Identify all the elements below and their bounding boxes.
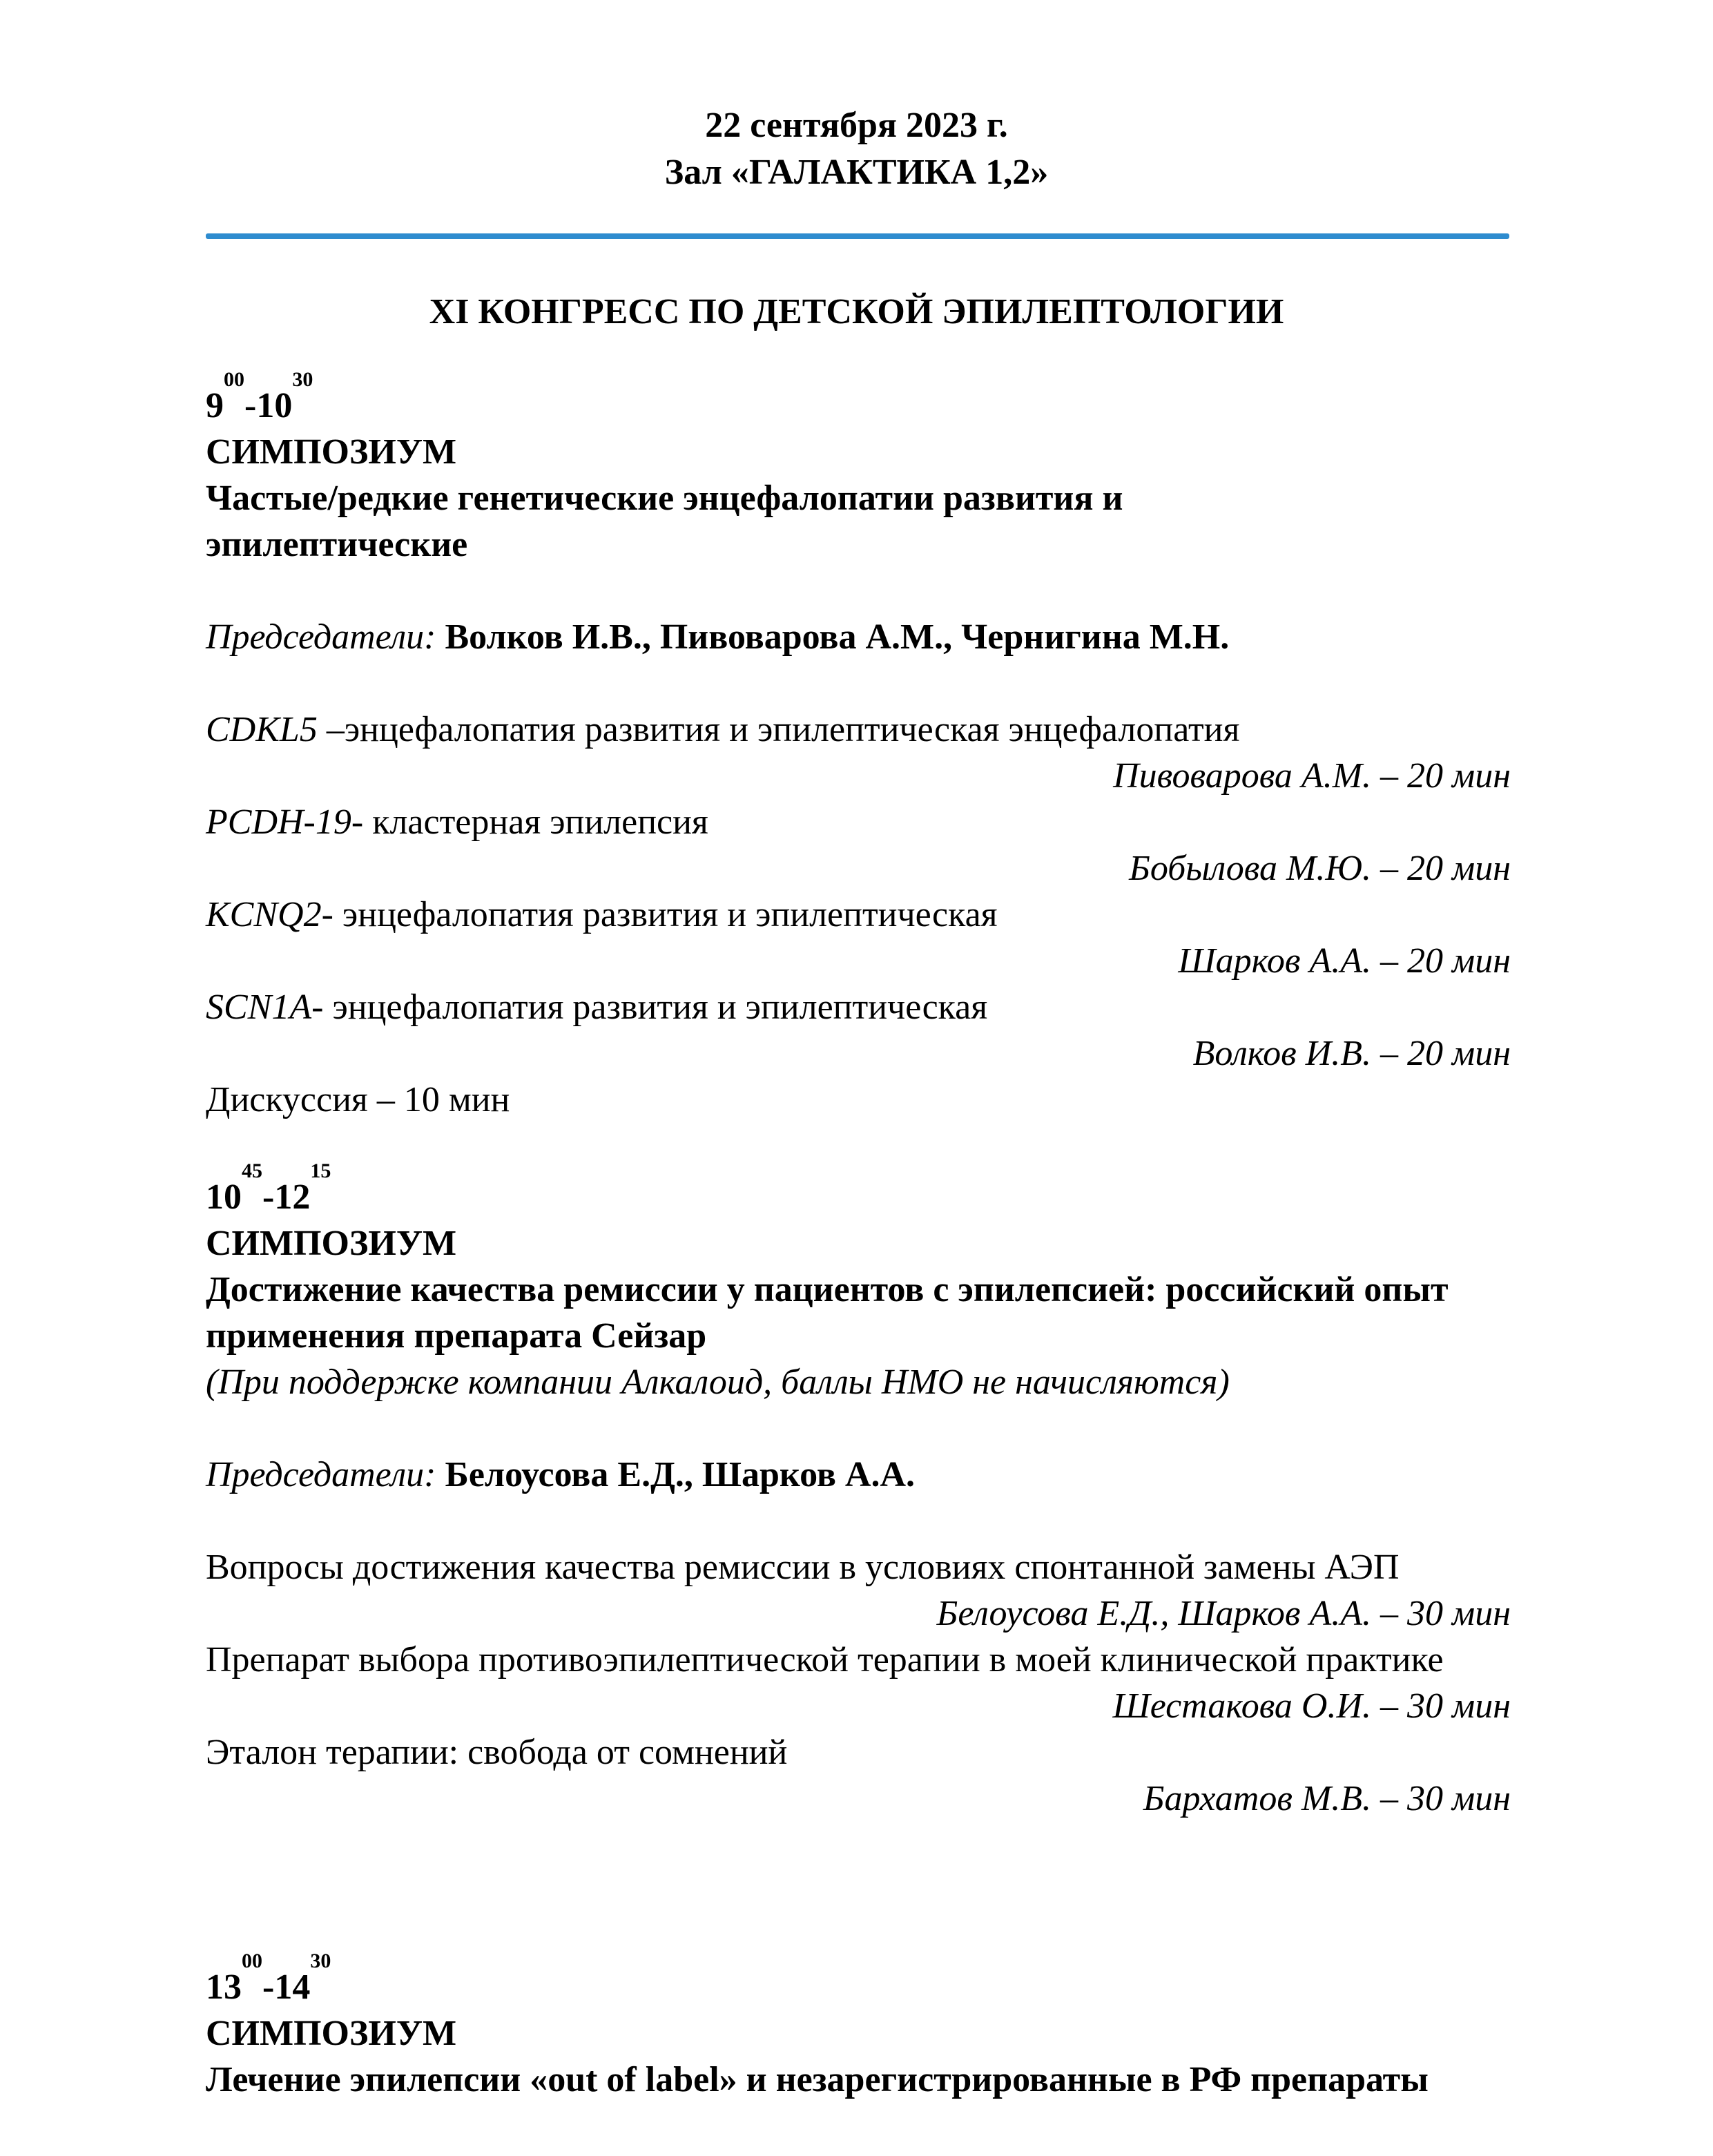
talk-speaker: Волков И.В. – 20 мин bbox=[1192, 1034, 1511, 1073]
session-chairs: Председатели: Белоусова Е.Д., Шарков А.А. bbox=[206, 1455, 916, 1494]
talk-speaker: Бархатов М.В. – 30 мин bbox=[1143, 1779, 1511, 1818]
talk-speaker: Пивоварова А.М. – 20 мин bbox=[1113, 756, 1511, 796]
session-discussion: Дискуссия – 10 мин bbox=[206, 1080, 510, 1119]
talk-speaker: Белоусова Е.Д., Шарков А.А. – 30 мин bbox=[936, 1594, 1511, 1633]
talk-speaker: Шестакова О.И. – 30 мин bbox=[1112, 1686, 1511, 1726]
session-time: $9^{00}-10^{30}$ bbox=[206, 368, 313, 425]
talk-item: Вопросы достижения качества ремиссии в условиях спонтанной замены АЭП bbox=[206, 1548, 1400, 1587]
session-3 bbox=[206, 1950, 1511, 2103]
session-2 bbox=[206, 1159, 1511, 1822]
session-type: СИМПОЗИУМ bbox=[206, 2014, 457, 2053]
session-type: СИМПОЗИУМ bbox=[206, 432, 457, 472]
header-divider bbox=[206, 233, 1509, 239]
talk-item: PCDH-19- кластерная эпилепсия bbox=[206, 802, 708, 842]
talk-item: SCN1A- энцефалопатия развития и эпилептическая bbox=[206, 988, 988, 1027]
hall-name: Зал «ГАЛАКТИКА 1,2» bbox=[664, 153, 1049, 192]
talk-item: CDKL5 –энцефалопатия развития и эпилептическая энцефалопатия bbox=[206, 710, 1240, 749]
talk-item: Эталон терапии: свобода от сомнений bbox=[206, 1733, 788, 1772]
talk-speaker: Шарков А.А. – 20 мин bbox=[1178, 941, 1511, 981]
session-title: Достижение качества ремиссии у пациентов с эпилепсией: российский опыт применения препарата Сейзар bbox=[206, 1270, 1449, 1356]
session-time: $10^{45}-12^{15}$ bbox=[206, 1159, 331, 1217]
talk-item: Препарат выбора противоэпилептической терапии в моей клинической практике bbox=[206, 1640, 1444, 1679]
session-title: Лечение эпилепсии «out of label» и незарегистрированные в РФ препараты bbox=[206, 2060, 1429, 2099]
session-title: Частые/редкие генетические энцефалопатии развития и эпилептические bbox=[206, 479, 1123, 564]
session-chairs: Председатели: Волков И.В., Пивоварова А.М., Чернигина М.Н. bbox=[206, 617, 1230, 657]
session-1 bbox=[206, 368, 1511, 1123]
event-date: 22 сентября 2023 г. bbox=[705, 106, 1008, 145]
congress-title: XI КОНГРЕСС ПО ДЕТСКОЙ ЭПИЛЕПТОЛОГИИ bbox=[429, 292, 1284, 331]
document-header bbox=[0, 102, 1713, 196]
talk-speaker: Бобылова М.Ю. – 20 мин bbox=[1129, 849, 1511, 888]
talk-item: KCNQ2- энцефалопатия развития и эпилептическая bbox=[206, 895, 998, 934]
session-type: СИМПОЗИУМ bbox=[206, 1224, 457, 1263]
session-note: (При поддержке компании Алкалоид, баллы НМО не начисляются) bbox=[206, 1363, 1230, 1402]
session-time: $13^{00}-14^{30}$ bbox=[206, 1950, 331, 2007]
